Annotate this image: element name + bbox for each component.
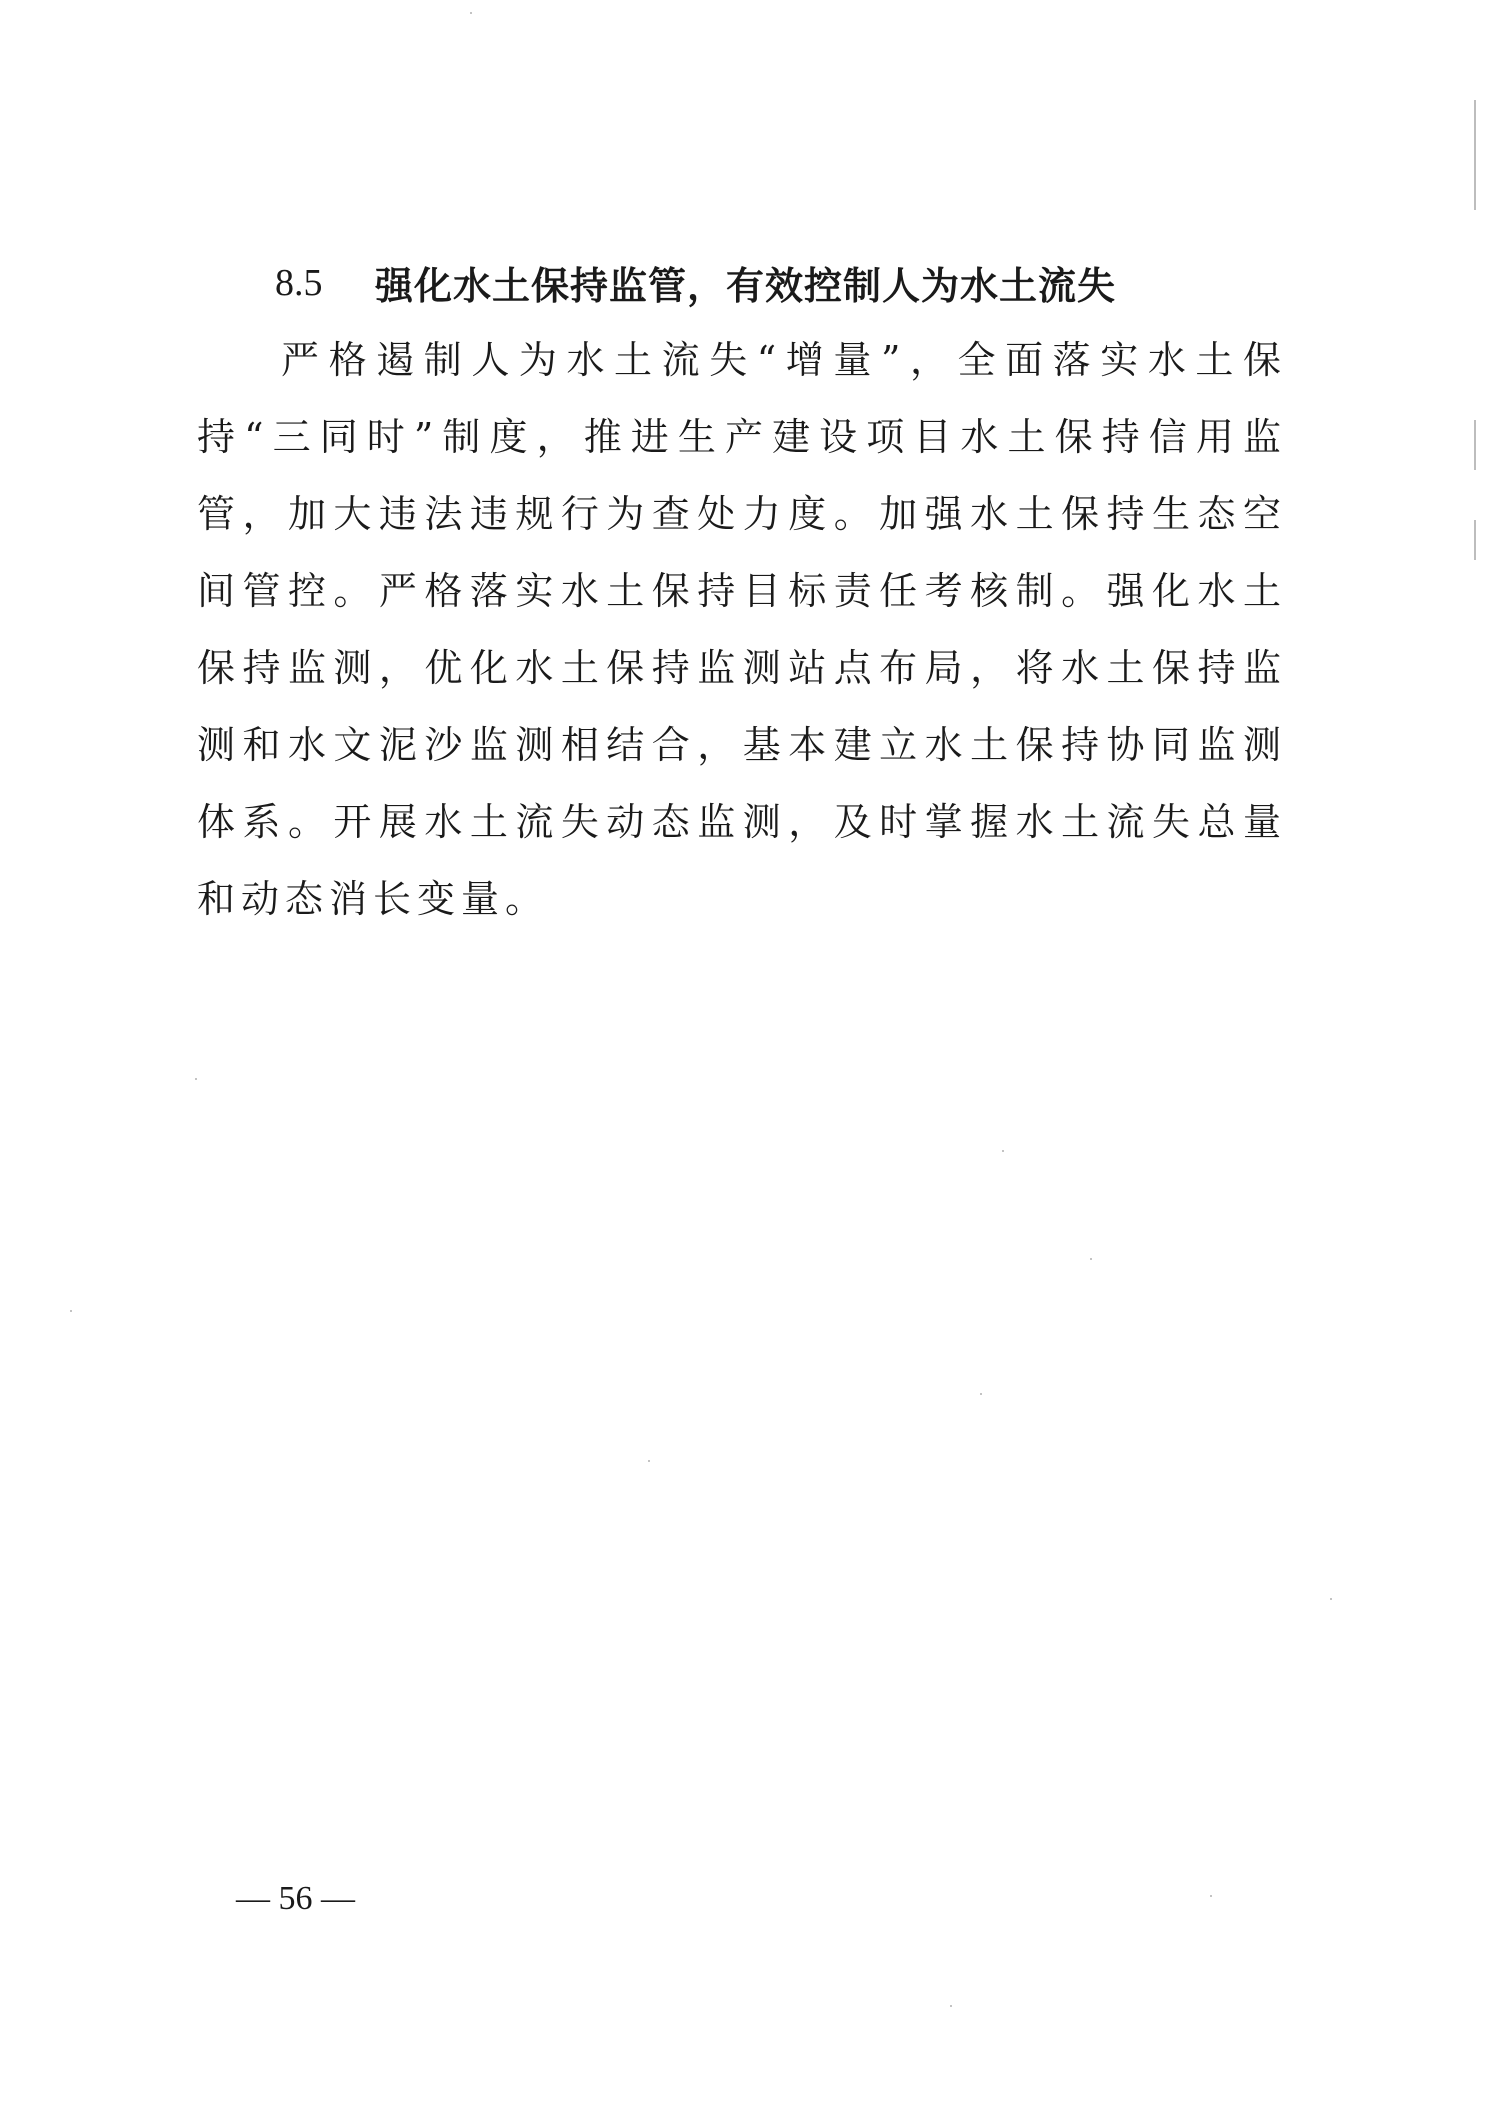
scan-speck (950, 2005, 952, 2007)
scan-speck (195, 1078, 197, 1080)
body-paragraph: 严格遏制人为水土流失“增量”，全面落实水土保持“三同时”制度，推进生产建设项目水土保持信用监管，加大违法违规行为查处力度。加强水土保持生态空间管控。严格落实水土保持目标责任考核制。强化水土保持监测，优化水土保持监测站点布局，将水土保持监测和水文泥沙监测相结合，基本建立水土保持协同监测体系。开展水土流失动态监测，及时掌握水土流失总量和动态消长变量。 (197, 338, 1287, 921)
scan-speck (980, 1393, 982, 1395)
scan-speck (648, 1460, 650, 1462)
section-heading (275, 255, 1275, 315)
section-title: 强化水土保持监管，有效控制人为水土流失 (375, 264, 1117, 308)
scan-speck (1002, 1150, 1004, 1152)
scan-speck (470, 12, 472, 14)
scan-speck (1090, 1258, 1092, 1260)
scan-speck (1330, 1598, 1332, 1600)
scan-edge-mark (1474, 420, 1476, 470)
section-number: 8.5 (275, 261, 323, 304)
scan-edge-mark (1474, 100, 1476, 210)
page-number: — 56 — (236, 1880, 355, 1917)
scan-speck (70, 1310, 72, 1312)
scan-edge-mark (1474, 520, 1476, 560)
scan-speck (1210, 1895, 1212, 1897)
